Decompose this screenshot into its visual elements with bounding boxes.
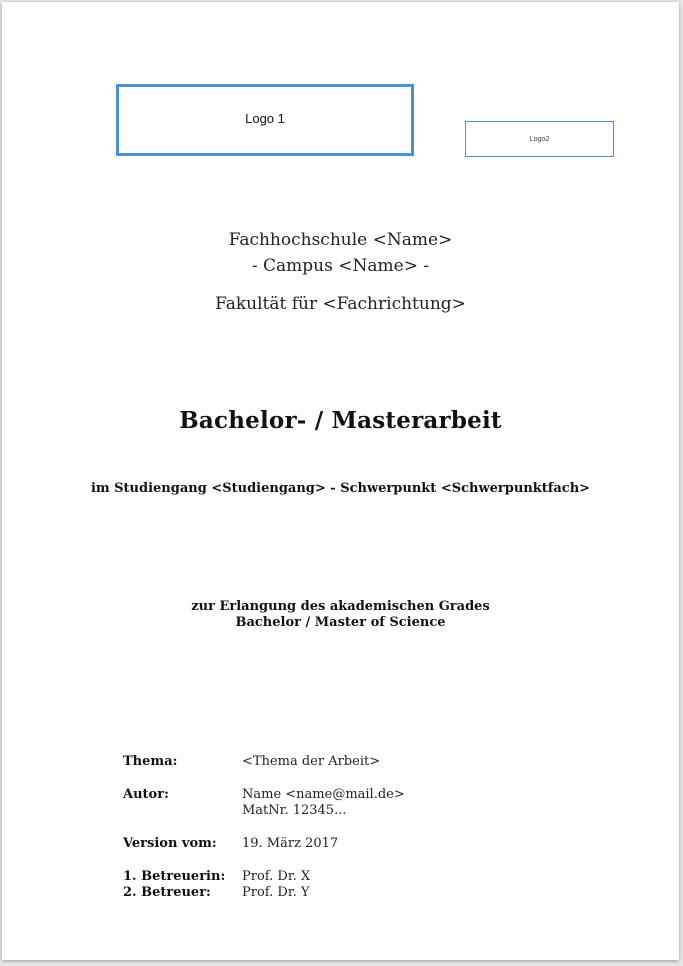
version-value: 19. März 2017 <box>242 836 339 851</box>
faculty-name: Fakultät für <Fachrichtung> <box>215 294 466 314</box>
author-label: Autor: <box>123 787 169 802</box>
degree-line-1: zur Erlangung des akademischen Grades <box>191 599 490 614</box>
thesis-title: Bachelor- / Masterarbeit <box>179 407 502 434</box>
study-program: im Studiengang <Studiengang> - Schwerpunkt <Schwerpunktfach> <box>90 481 591 496</box>
version-label: Version vom: <box>123 836 217 851</box>
document-page <box>2 2 679 960</box>
topic-value: <Thema der Arbeit> <box>242 754 381 769</box>
supervisor-1-value: Prof. Dr. X <box>242 869 311 884</box>
logo-1-label: Logo 1 <box>245 110 285 126</box>
supervisor-1-label: 1. Betreuerin: <box>123 869 226 884</box>
supervisor-2-label: 2. Betreuer: <box>123 885 211 900</box>
degree-line-2: Bachelor / Master of Science <box>235 615 446 630</box>
author-name: Name <name@mail.de> <box>242 787 405 802</box>
logo-2-label: Logo2 <box>529 135 550 143</box>
supervisor-2-value: Prof. Dr. Y <box>242 885 310 900</box>
logo-2-placeholder <box>465 121 614 157</box>
school-name: Fachhochschule <Name> <box>228 230 453 250</box>
campus-name: - Campus <Name> - <box>251 256 430 276</box>
author-matnr: MatNr. 12345... <box>242 803 347 818</box>
logo-1-placeholder <box>116 84 414 156</box>
topic-label: Thema: <box>123 754 178 769</box>
